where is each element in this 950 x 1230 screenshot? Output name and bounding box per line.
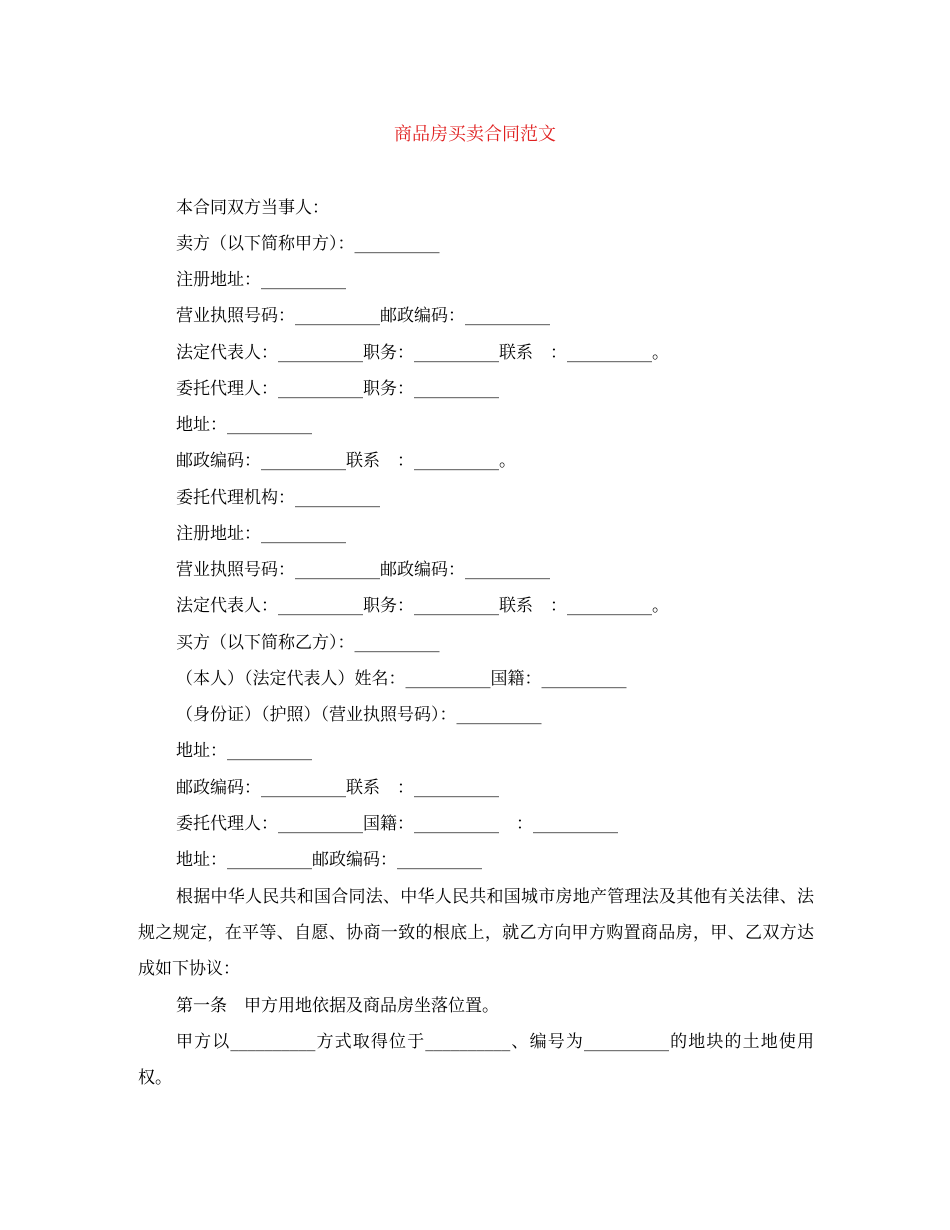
buyer-postcode: 邮政编码：__________联系 ：__________ (176, 778, 499, 798)
seller-agent-address: 地址：__________ (176, 415, 312, 435)
buyer-id-number: （身份证）（护照）（营业执照号码）：__________ (176, 705, 542, 725)
seller-legal-representative: 法定代表人：__________职务：__________联系 ：__________。 (176, 343, 669, 363)
legal-basis-paragraph: 根据中华人民共和国合同法、中华人民共和国城市房地产管理法及其他有关法律、法规之规定，在平等、自愿、协商一致的根底上，就乙方向甲方购置商品房，甲、乙双方达成如下协议： (138, 887, 814, 979)
seller-registered-address: 注册地址：__________ (176, 270, 346, 290)
document-title: 商品房买卖合同范文 (394, 124, 556, 145)
buyer-line: 买方（以下简称乙方）：__________ (176, 633, 440, 653)
parties-heading: 本合同双方当事人： (176, 198, 329, 218)
seller-agent-postcode: 邮政编码：__________联系 ：__________。 (176, 451, 516, 471)
seller-license-postcode: 营业执照号码：__________邮政编码：__________ (176, 306, 550, 326)
agency-legal-representative: 法定代表人：__________职务：__________联系 ：__________。 (176, 596, 669, 616)
seller-line: 卖方（以下简称甲方）：__________ (176, 234, 440, 254)
seller-agent: 委托代理人：__________职务：__________ (176, 379, 499, 399)
buyer-agent-address: 地址：__________邮政编码：__________ (176, 850, 482, 870)
buyer-agent: 委托代理人：__________国籍：__________ ：__________ (176, 814, 618, 834)
land-use-paragraph: 甲方以__________方式取得位于__________、编号为__________的地块的土地使用权。 (138, 1032, 814, 1088)
agency-line: 委托代理机构：__________ (176, 488, 380, 508)
agency-license-postcode: 营业执照号码：__________邮政编码：__________ (176, 560, 550, 580)
buyer-address: 地址：__________ (176, 741, 312, 761)
article-1-heading: 第一条 甲方用地依据及商品房坐落位置。 (176, 996, 499, 1016)
agency-registered-address: 注册地址：__________ (176, 524, 346, 544)
buyer-name-nationality: （本人）（法定代表人）姓名：__________国籍：__________ (176, 669, 627, 689)
